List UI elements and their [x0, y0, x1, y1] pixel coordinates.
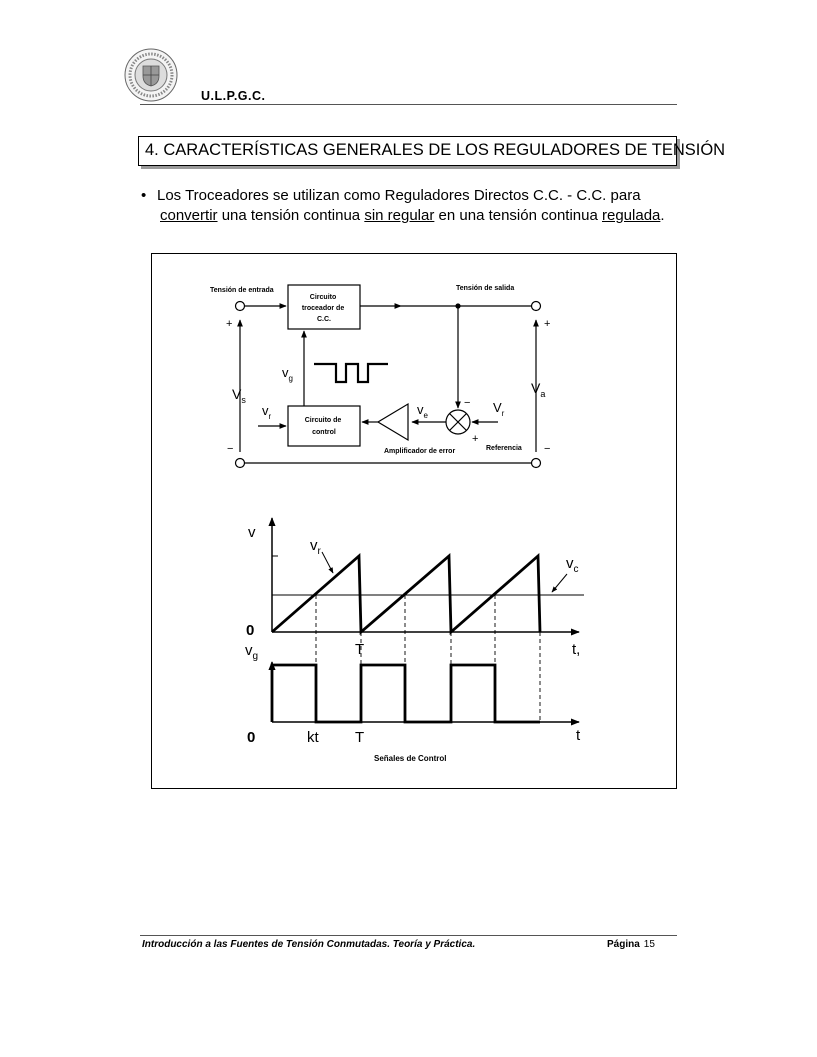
vr-wave-subscript: r [317, 546, 321, 557]
gate-pulses-vg [272, 665, 540, 722]
error-amplifier [378, 404, 408, 440]
university-seal-logo [124, 48, 178, 102]
section-heading-box [138, 136, 726, 166]
vr-control-subscript: r [268, 412, 272, 421]
input-plus-sign: + [226, 318, 233, 330]
vr-pointer [322, 552, 333, 573]
period-top-label: T [355, 641, 365, 658]
vg-label: v [282, 365, 289, 380]
svg-text:vc [566, 555, 579, 575]
bullet-marker: • [141, 187, 147, 204]
kt-label: kt [307, 729, 319, 746]
zero-top-label: 0 [246, 622, 255, 639]
control-block [288, 406, 360, 446]
svg-text:vr [262, 403, 272, 421]
timing-projection-lines [316, 595, 540, 722]
header-rule [140, 104, 677, 105]
bullet-text-2: una tensión continua [217, 206, 365, 224]
junction-plus-sign: + [472, 433, 479, 445]
time-bottom-label: t [576, 727, 581, 744]
period-bottom-label: T [355, 729, 365, 746]
vs-subscript: s [241, 395, 246, 405]
vs-label: V [232, 386, 242, 402]
vc-wave-subscript: c [573, 564, 579, 575]
ve-subscript: e [423, 411, 428, 420]
footer-page [607, 939, 655, 950]
section-title: 4. CARACTERÍSTICAS GENERALES DE LOS REGULADORES DE TENSIÓN [145, 141, 726, 159]
bullet-text-4: . [660, 206, 665, 224]
footer-title: Introducción a las Fuentes de Tensión Conmutadas. Teoría y Práctica. [142, 939, 476, 950]
v-axis-label: v [248, 524, 256, 541]
svg-text:vg [282, 365, 293, 383]
vg-wave-subscript: g [252, 651, 259, 662]
vc-wave-label: v [566, 555, 574, 572]
output-terminal-top [532, 302, 541, 311]
zero-bottom-label: 0 [247, 729, 256, 746]
chopper-block-line-1: Circuito [309, 294, 337, 301]
output-plus-sign: + [544, 318, 551, 330]
bullet-text-3: en una tensión continua [434, 206, 602, 224]
svg-text:vr [310, 537, 322, 557]
bullet-underlined-convertir: convertir [160, 206, 218, 224]
time-top-label: t, [572, 641, 581, 658]
output-voltage-label: Tensión de salida [456, 285, 515, 292]
output-terminal-bottom [532, 459, 541, 468]
ve-label: v [417, 402, 424, 417]
svg-text:Circuito de control [305, 417, 344, 436]
gate-pulse-waveform [314, 364, 388, 382]
junction-minus-sign: − [464, 397, 471, 409]
control-block-line-2: control [312, 429, 336, 436]
page-label: Página [607, 939, 640, 950]
svg-text:Vs [232, 386, 246, 405]
svg-text:Circuito troceador de [302, 294, 346, 323]
bullet-underlined-sin-regular: sin regular [364, 206, 435, 224]
input-terminal-top [236, 302, 245, 311]
footer-rule [140, 935, 677, 936]
waveform-labels [245, 524, 581, 763]
vr-control-label: v [262, 403, 269, 418]
svg-text:Vr [493, 400, 505, 418]
input-voltage-label: Tensión de entrada [210, 287, 274, 294]
control-figure [186, 262, 616, 782]
page-number: 15 [643, 939, 655, 950]
svg-text:Va [531, 380, 545, 399]
reference-label: Referencia [486, 445, 522, 452]
waveforms [272, 552, 584, 722]
error-amplifier-label: Amplificador de error [384, 448, 456, 455]
input-terminal-bottom [236, 459, 245, 468]
chopper-block-line-3: C.C. [317, 316, 331, 323]
va-subscript: a [540, 389, 546, 399]
chopper-block-line-2: troceador de [301, 305, 345, 312]
bullet-text-1: Los Troceadores se utilizan como Reguladores Directos C.C. - C.C. para [157, 187, 641, 204]
bullet-underlined-regulada: regulada [602, 206, 661, 224]
block-diagram-labels [210, 285, 550, 455]
vref-subscript: r [501, 409, 505, 418]
institution-name: U.L.P.G.C. [201, 89, 266, 103]
control-block-line-1: Circuito de [304, 417, 342, 424]
vref-label: V [493, 400, 502, 415]
figure-caption: Señales de Control [374, 754, 447, 763]
sawtooth-vr [272, 556, 540, 632]
svg-text:vg [245, 642, 258, 662]
output-minus-sign: − [544, 443, 551, 455]
vg-subscript: g [288, 374, 293, 383]
svg-text:ve [417, 402, 429, 420]
input-minus-sign: − [227, 443, 234, 455]
vg-wave-label: v [245, 642, 253, 659]
vc-pointer [552, 574, 567, 592]
bullet-paragraph [157, 186, 680, 225]
vr-wave-label: v [310, 537, 318, 554]
va-label: V [531, 380, 541, 396]
